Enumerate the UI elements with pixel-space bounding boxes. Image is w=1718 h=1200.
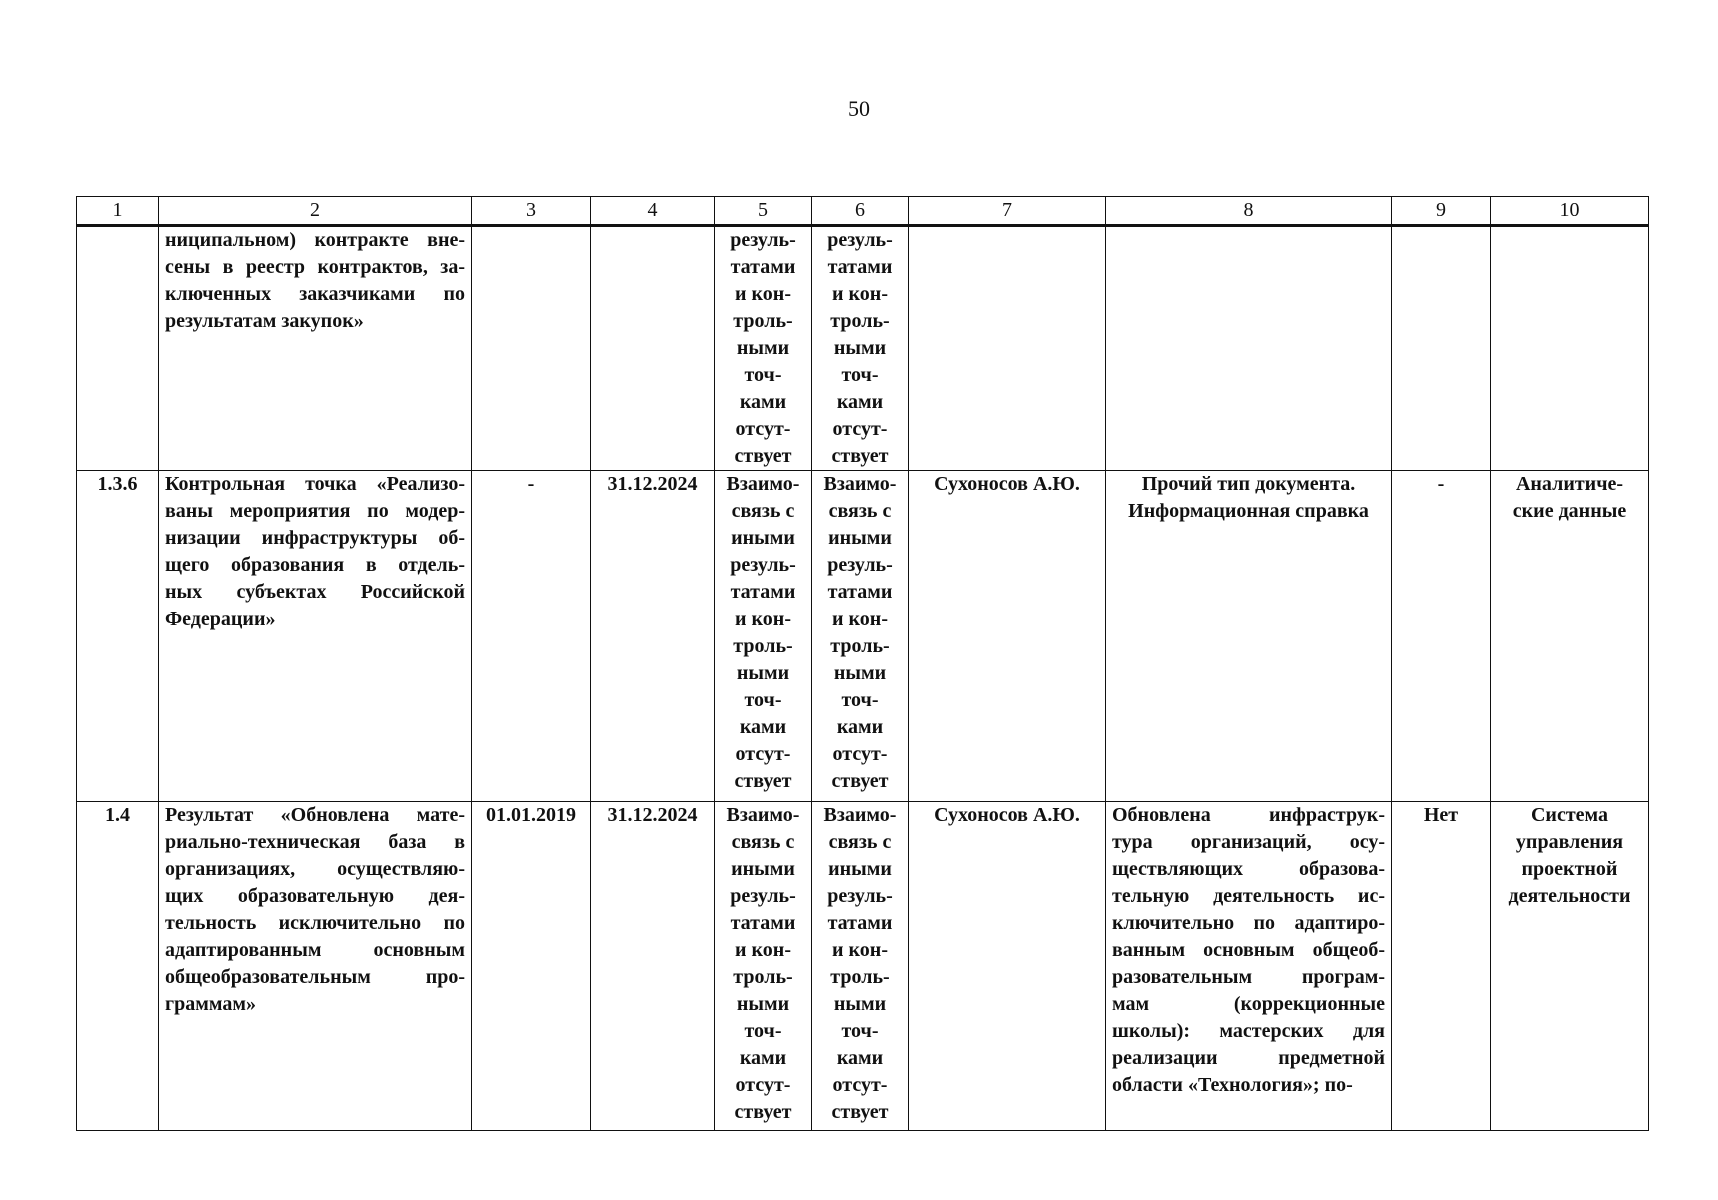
cell-line: точ- bbox=[841, 364, 879, 386]
cell-line: Федерации» bbox=[165, 608, 276, 630]
end-date-cell bbox=[591, 226, 715, 471]
cell-line: татами bbox=[730, 912, 796, 934]
cell-line: резуль- bbox=[827, 885, 893, 907]
cell-line: ствует bbox=[831, 1101, 889, 1123]
cell-line: Прочий тип документа. bbox=[1141, 473, 1356, 495]
cell-line: отсут- bbox=[832, 1074, 888, 1096]
cell-line: татами bbox=[827, 256, 893, 278]
cell-line: и кон- bbox=[735, 283, 791, 305]
cell-line: точ- bbox=[744, 364, 782, 386]
cell-line: связь с bbox=[731, 831, 795, 853]
cell-line: троль- bbox=[830, 635, 890, 657]
cell-line: ными bbox=[736, 662, 790, 684]
cell-line: связь с bbox=[731, 500, 795, 522]
cell-line: точ- bbox=[744, 1020, 782, 1042]
cell-line: мам (коррекционные bbox=[1112, 993, 1385, 1015]
document-cell bbox=[1106, 226, 1392, 471]
cell-line: ками bbox=[836, 716, 884, 738]
successor-cell bbox=[812, 471, 909, 802]
flag-cell: - bbox=[1392, 471, 1491, 802]
cell-line: троль- bbox=[830, 966, 890, 988]
page-number: 50 bbox=[848, 96, 870, 121]
cell-line: Результат «Обновлена мате- bbox=[165, 804, 465, 826]
cell-line: ществляющих образова- bbox=[1112, 858, 1385, 880]
cell-line: троль- bbox=[733, 635, 793, 657]
cell-line: Обновлена инфраструк- bbox=[1112, 804, 1385, 826]
predecessor-cell bbox=[715, 471, 812, 802]
cell-line: школы): мастерских для bbox=[1112, 1020, 1385, 1042]
column-header: 4 bbox=[591, 197, 715, 226]
cell-line: и кон- bbox=[735, 608, 791, 630]
cell-line: иными bbox=[731, 858, 795, 880]
cell-line: ствует bbox=[831, 445, 889, 467]
header-row bbox=[77, 197, 1649, 226]
cell-line: тельную деятельность ис- bbox=[1112, 885, 1385, 907]
cell-line: резуль- bbox=[827, 554, 893, 576]
name-cell bbox=[159, 802, 472, 1131]
cell-line: Аналитиче- bbox=[1515, 473, 1624, 495]
cell-line: отсут- bbox=[735, 1074, 791, 1096]
cell-line: точ- bbox=[841, 1020, 879, 1042]
cell-line: троль- bbox=[733, 966, 793, 988]
cell-line: резуль- bbox=[827, 229, 893, 251]
cell-line: проектной bbox=[1521, 858, 1618, 880]
responsible-cell: Сухоносов А.Ю. bbox=[909, 802, 1106, 1131]
table-row bbox=[77, 471, 1649, 802]
cell-line: ключенных заказчиками по bbox=[165, 283, 465, 305]
cell-line: татами bbox=[827, 912, 893, 934]
cell-line: иными bbox=[828, 858, 892, 880]
cell-line: татами bbox=[730, 256, 796, 278]
cell-line: иными bbox=[828, 527, 892, 549]
cell-line: адаптированным основным bbox=[165, 939, 465, 961]
cell-line: резуль- bbox=[730, 885, 796, 907]
cell-line: деятельности bbox=[1508, 885, 1631, 907]
name-cell bbox=[159, 226, 472, 471]
cell-line: и кон- bbox=[832, 608, 888, 630]
table-row bbox=[77, 802, 1649, 1131]
cell-line: отсут- bbox=[832, 743, 888, 765]
cell-line: ными bbox=[736, 337, 790, 359]
start-date-cell: - bbox=[472, 471, 591, 802]
predecessor-cell bbox=[715, 802, 812, 1131]
source-cell bbox=[1491, 226, 1649, 471]
results-table bbox=[76, 196, 1649, 1131]
cell-line: ствует bbox=[831, 770, 889, 792]
document-cell bbox=[1106, 471, 1392, 802]
cell-line: Взаимо- bbox=[726, 804, 800, 826]
document-cell bbox=[1106, 802, 1392, 1131]
cell-line: общеобразовательным про- bbox=[165, 966, 465, 988]
cell-line: ками bbox=[739, 1047, 787, 1069]
cell-line: отсут- bbox=[735, 743, 791, 765]
end-date-cell: 31.12.2024 bbox=[591, 802, 715, 1131]
source-cell bbox=[1491, 802, 1649, 1131]
cell-line: Взаимо- bbox=[726, 473, 800, 495]
cell-line: риально-техническая база в bbox=[165, 831, 465, 853]
cell-line: Контрольная точка «Реализо- bbox=[165, 473, 465, 495]
predecessor-cell bbox=[715, 226, 812, 471]
source-cell bbox=[1491, 471, 1649, 802]
cell-line: разовательным програм- bbox=[1112, 966, 1385, 988]
successor-cell bbox=[812, 802, 909, 1131]
cell-line: ками bbox=[836, 1047, 884, 1069]
cell-line: щих образовательную дея- bbox=[165, 885, 465, 907]
row-number-cell bbox=[77, 226, 159, 471]
column-header: 3 bbox=[472, 197, 591, 226]
cell-line: ниципальном) контракте вне- bbox=[165, 229, 465, 251]
start-date-cell: 01.01.2019 bbox=[472, 802, 591, 1131]
cell-line: Взаимо- bbox=[823, 804, 897, 826]
cell-line: татами bbox=[730, 581, 796, 603]
cell-line: управления bbox=[1515, 831, 1624, 853]
cell-line: граммам» bbox=[165, 993, 256, 1015]
cell-line: ными bbox=[833, 662, 887, 684]
column-header: 9 bbox=[1392, 197, 1491, 226]
cell-line: ствует bbox=[734, 1101, 792, 1123]
cell-line: ствует bbox=[734, 770, 792, 792]
cell-line: тура организаций, осу- bbox=[1112, 831, 1385, 853]
cell-line: организациях, осуществляю- bbox=[165, 858, 465, 880]
cell-line: ваны мероприятия по модер- bbox=[165, 500, 465, 522]
cell-line: резуль- bbox=[730, 229, 796, 251]
cell-line: Система bbox=[1530, 804, 1609, 826]
flag-cell bbox=[1392, 226, 1491, 471]
column-header: 7 bbox=[909, 197, 1106, 226]
cell-line: иными bbox=[731, 527, 795, 549]
cell-line: резуль- bbox=[730, 554, 796, 576]
cell-line: результатам закупок» bbox=[165, 310, 364, 332]
cell-line: троль- bbox=[830, 310, 890, 332]
cell-line: татами bbox=[827, 581, 893, 603]
cell-line: области «Технология»; по- bbox=[1112, 1074, 1353, 1096]
cell-line: троль- bbox=[733, 310, 793, 332]
cell-line: ские данные bbox=[1512, 500, 1627, 522]
responsible-cell bbox=[909, 226, 1106, 471]
cell-line: щего образования в отдель- bbox=[165, 554, 465, 576]
cell-line: отсут- bbox=[832, 418, 888, 440]
cell-line: ками bbox=[739, 391, 787, 413]
row-number-cell: 1.3.6 bbox=[77, 471, 159, 802]
cell-line: точ- bbox=[744, 689, 782, 711]
column-header: 1 bbox=[77, 197, 159, 226]
cell-line: отсут- bbox=[735, 418, 791, 440]
end-date-cell: 31.12.2024 bbox=[591, 471, 715, 802]
cell-line: и кон- bbox=[735, 939, 791, 961]
cell-line: ными bbox=[833, 993, 887, 1015]
column-header: 8 bbox=[1106, 197, 1392, 226]
cell-line: точ- bbox=[841, 689, 879, 711]
cell-line: ными bbox=[736, 993, 790, 1015]
cell-line: сены в реестр контрактов, за- bbox=[165, 256, 465, 278]
cell-line: ками bbox=[836, 391, 884, 413]
cell-line: связь с bbox=[828, 831, 892, 853]
cell-line: реализации предметной bbox=[1112, 1047, 1385, 1069]
cell-line: ванным основным общеоб- bbox=[1112, 939, 1385, 961]
cell-line: Информационная справка bbox=[1128, 500, 1369, 522]
table-row bbox=[77, 226, 1649, 471]
flag-cell: Нет bbox=[1392, 802, 1491, 1131]
cell-line: и кон- bbox=[832, 939, 888, 961]
cell-line: ных субъектах Российской bbox=[165, 581, 465, 603]
cell-line: Взаимо- bbox=[823, 473, 897, 495]
column-header: 6 bbox=[812, 197, 909, 226]
start-date-cell bbox=[472, 226, 591, 471]
successor-cell bbox=[812, 226, 909, 471]
cell-line: ками bbox=[739, 716, 787, 738]
cell-line: ключительно по адаптиро- bbox=[1112, 912, 1385, 934]
cell-line: и кон- bbox=[832, 283, 888, 305]
cell-line: ствует bbox=[734, 445, 792, 467]
name-cell bbox=[159, 471, 472, 802]
cell-line: низации инфраструктуры об- bbox=[165, 527, 465, 549]
column-header: 5 bbox=[715, 197, 812, 226]
row-number-cell: 1.4 bbox=[77, 802, 159, 1131]
cell-line: тельность исключительно по bbox=[165, 912, 465, 934]
column-header: 10 bbox=[1491, 197, 1649, 226]
column-header: 2 bbox=[159, 197, 472, 226]
responsible-cell: Сухоносов А.Ю. bbox=[909, 471, 1106, 802]
cell-line: связь с bbox=[828, 500, 892, 522]
cell-line: ными bbox=[833, 337, 887, 359]
